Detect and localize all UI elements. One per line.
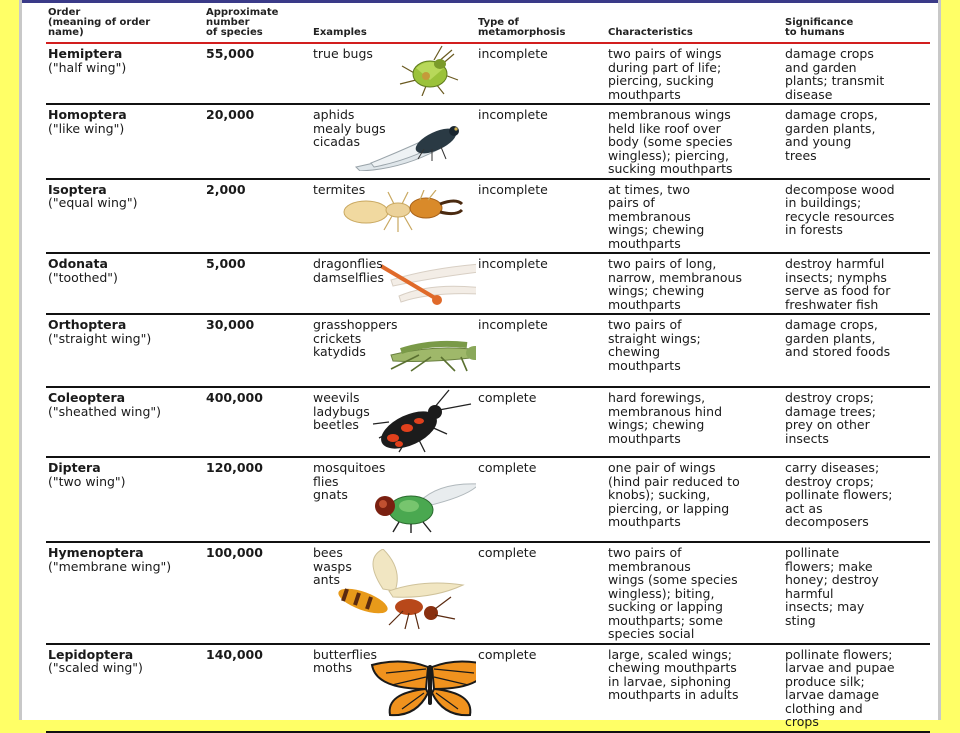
table-row-coleoptera [46,387,930,457]
examples-cell [311,542,476,644]
significance-cell: destroy harmful insects; nymphs serve as food for freshwater fish [783,253,930,314]
table-row-hymenoptera [46,542,930,644]
species-count: 120,000 [204,457,311,542]
metamorphosis-cell: complete [476,644,606,732]
order-meaning: ("toothed") [48,269,118,285]
order-name: Odonata [48,256,108,271]
order-name: Isoptera [48,181,107,197]
order-cell [46,314,204,387]
header-metamorphosis: Type of metamorphosis [476,4,606,43]
table-row-isoptera [46,179,930,254]
order-cell [46,644,204,732]
stink-bug-icon [396,44,466,96]
species-count: 20,000 [204,104,311,179]
order-cell [46,179,204,254]
examples-text: grasshoppers crickets katydids [313,317,398,359]
header-significance: Significance to humans [783,4,930,43]
fly-icon [369,478,476,533]
metamorphosis-cell: incomplete [476,43,606,104]
metamorphosis-cell: incomplete [476,253,606,314]
examples-text: mosquitoes flies gnats [313,460,386,502]
metamorphosis-cell: incomplete [476,179,606,254]
examples-cell [311,253,476,314]
species-count: 30,000 [204,314,311,387]
insect-orders-table [46,4,930,733]
order-name: Homoptera [48,107,127,122]
examples-cell [311,457,476,542]
table-row-homoptera [46,104,930,179]
characteristics-cell: at times, two pairs of membranous wings; chewing mouthparts [606,179,783,254]
butterfly-icon [366,659,476,719]
metamorphosis-cell: complete [476,542,606,644]
table-row-hemiptera [46,43,930,104]
metamorphosis-cell: incomplete [476,314,606,387]
order-name: Diptera [48,460,101,475]
species-count: 2,000 [204,179,311,254]
metamorphosis-cell: complete [476,387,606,457]
header-species: Approximate number of species [204,4,311,43]
significance-cell: damage crops, garden plants, and young trees [783,104,930,179]
significance-cell: decompose wood in buildings; recycle resources in forests [783,179,930,254]
examples-cell [311,314,476,387]
order-name: Hemiptera [48,46,123,61]
order-name: Hymenoptera [48,545,144,560]
order-cell [46,253,204,314]
table-row-diptera [46,457,930,542]
order-meaning: ("membrane wing") [48,558,172,574]
metamorphosis-cell: complete [476,457,606,542]
characteristics-cell: two pairs of straight wings; chewing mouthparts [606,314,783,387]
significance-cell: carry diseases; destroy crops; pollinate flowers; act as decomposers [783,457,930,542]
examples-cell [311,179,476,254]
species-count: 55,000 [204,43,311,104]
table-row-orthoptera [46,314,930,387]
order-meaning: ("like wing") [48,120,125,136]
header-examples: Examples [311,4,476,43]
significance-cell: pollinate flowers; make honey; destroy harmful insects; may sting [783,542,930,644]
examples-text: true bugs [313,46,373,61]
examples-text: aphids mealy bugs cicadas [313,107,386,149]
significance-cell: damage crops, garden plants, and stored foods [783,314,930,387]
beetle-icon [359,388,474,453]
examples-cell [311,644,476,732]
header-order: Order (meaning of order name) [46,4,204,43]
order-name: Coleoptera [48,390,126,405]
characteristics-cell: two pairs of long, narrow, membranous wings; chewing mouthparts [606,253,783,314]
order-meaning: ("scaled wing") [48,660,143,675]
top-rule [22,0,938,3]
characteristics-cell: large, scaled wings; chewing mouthparts in larvae, siphoning mouthparts in adults [606,644,783,732]
examples-text: bees wasps ants [313,545,352,587]
examples-text: butterflies moths [313,646,378,675]
slide-frame [19,0,941,729]
order-meaning: ("two wing") [48,473,126,489]
table-row-odonata [46,253,930,314]
significance-cell: destroy crops; damage trees; prey on other insects [783,387,930,457]
header-characteristics: Characteristics [606,4,783,43]
characteristics-cell: membranous wings held like roof over body (some species wingless); piercing, sucking mouthparts [606,104,783,179]
order-name: Lepidoptera [48,646,134,662]
order-meaning: ("equal wing") [48,195,138,210]
order-cell [46,104,204,179]
metamorphosis-cell: incomplete [476,104,606,179]
examples-cell [311,104,476,179]
characteristics-cell: one pair of wings (hind pair reduced to knobs); sucking, piercing, or lapping mouthparts [606,457,783,542]
examples-cell [311,43,476,104]
order-cell [46,387,204,457]
dragonfly-icon [371,258,476,308]
table-row-lepidoptera [46,644,930,732]
order-meaning: ("half wing") [48,59,127,75]
examples-cell [311,387,476,457]
header-row [46,4,930,43]
order-cell [46,457,204,542]
species-count: 140,000 [204,644,311,732]
grasshopper-icon [371,331,476,373]
significance-cell: pollinate flowers; larvae and pupae produce silk; larvae damage clothing and crops [783,644,930,732]
examples-text: dragonflies damselflies [313,256,384,285]
species-count: 5,000 [204,253,311,314]
order-name: Orthoptera [48,317,127,332]
order-cell [46,43,204,104]
characteristics-cell: two pairs of membranous wings (some species wingless); biting, sucking or lapping mouthparts; some species social [606,542,783,644]
order-meaning: ("sheathed wing") [48,403,162,419]
species-count: 400,000 [204,387,311,457]
order-meaning: ("straight wing") [48,330,152,346]
examples-text: weevils ladybugs beetles [313,390,370,432]
examples-text: termites [313,181,366,197]
characteristics-cell: hard forewings, membranous hind wings; chewing mouthparts [606,387,783,457]
significance-cell: damage crops and garden plants; transmit disease [783,43,930,104]
characteristics-cell: two pairs of wings during part of life; piercing, sucking mouthparts [606,43,783,104]
species-count: 100,000 [204,542,311,644]
order-cell [46,542,204,644]
